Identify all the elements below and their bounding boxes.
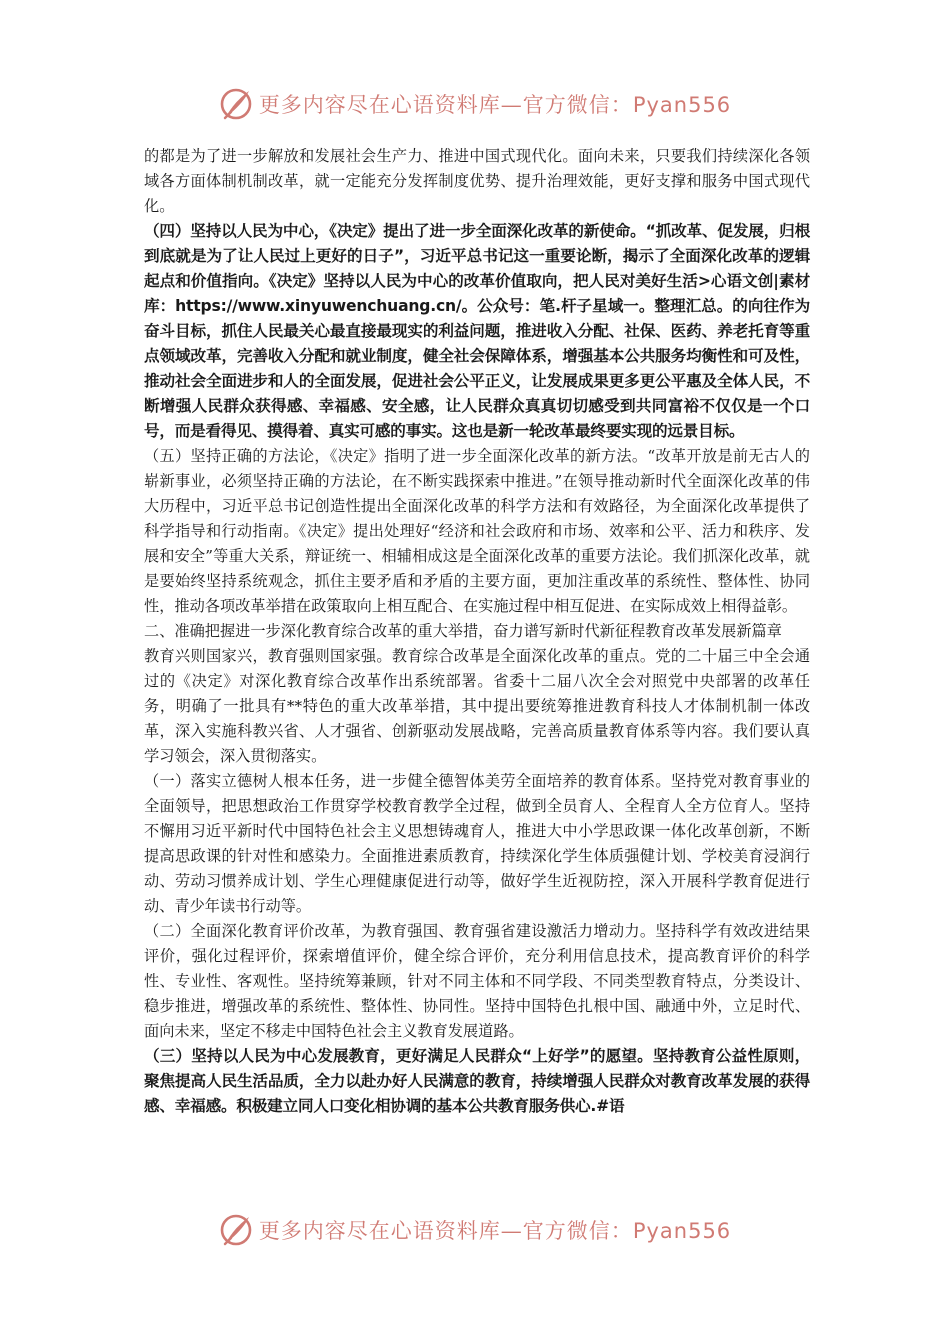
- quill-logo-icon: [219, 1213, 253, 1247]
- quill-logo-icon: [219, 87, 253, 121]
- paragraph-intro-continuation: 的都是为了进一步解放和发展社会生产力、推进中国式现代化。面向未来，只要我们持续深化各领域各方面体制机制改革，就一定能充分发挥制度优势、提升治理效能，更好支撑和服务中国式现代化。: [144, 147, 810, 215]
- section-heading-2: 二、准确把握进一步深化教育综合改革的重大举措，奋力谱写新时代新征程教育改革发展新篇章: [144, 622, 782, 640]
- footer-banner-text: 更多内容尽在心语资料库—官方微信：Pyan556: [258, 1219, 732, 1243]
- paragraph-education-2: （二）全面深化教育评价改革，为教育强国、教育强省建设激活力增动力。坚持科学有效改进结果评价，强化过程评价，探索增值评价，健全综合评价，充分利用信息技术，提高教育评价的科学性、专业性、客观性。坚持统筹兼顾，针对不同主体和不同学段、不同类型教育特点，分类设计、稳步推进，增强改革的系统性、整体性、协同性。坚持中国特色扎根中国、融通中外，立足时代、面向未来，坚定不移走中国特色社会主义教育发展道路。: [144, 922, 810, 1040]
- paragraph-education-1: （一）落实立德树人根本任务，进一步健全德智体美劳全面培养的教育体系。坚持党对教育事业的全面领导，把思想政治工作贯穿学校教育教学全过程，做到全员育人、全程育人全方位育人。坚持不懈用习近平新时代中国特色社会主义思想铸魂育人，推进大中小学思政课一体化改革创新，不断提高思政课的针对性和感染力。全面推进素质教育，持续深化学生体质强健计划、学校美育浸润行动、劳动习惯养成计划、学生心理健康促进行动等，做好学生近视防控，深入开展科学教育促进行动、青少年读书行动等。: [144, 772, 810, 915]
- footer-watermark-banner: [0, 1208, 950, 1252]
- document-body: [144, 144, 810, 1119]
- paragraph-education-intro: 教育兴则国家兴，教育强则国家强。教育综合改革是全面深化改革的重点。党的二十届三中全会通过的《决定》对深化教育综合改革作出系统部署。省委十二届八次全会对照党中央部署的改革任务，明确了一批具有**特色的重大改革举措，其中提出要统筹推进教育科技人才体制机制一体改革，深入实施科教兴省、人才强省、创新驱动发展战略，完善高质量教育体系等内容。我们要认真学习领会，深入贯彻落实。: [144, 647, 810, 765]
- header-wechat-id: Pyan556: [632, 93, 732, 117]
- paragraph-education-3: （三）坚持以人民为中心发展教育，更好满足人民群众“上好学”的愿望。坚持教育公益性原则，聚焦提高人民生活品质，全力以赴办好人民满意的教育，持续增强人民群众对教育改革发展的获得感、幸福感。积极建立同人口变化相协调的基本公共教育服务供心.#语: [144, 1047, 810, 1115]
- paragraph-section-5: （五）坚持正确的方法论，《决定》指明了进一步全面深化改革的新方法。“改革开放是前无古人的崭新事业，必须坚持正确的方法论，在不断实践探索中推进。”在领导推动新时代全面深化改革的伟大历程中，习近平总书记创造性提出全面深化改革的科学方法和有效路径，为全面深化改革提供了科学指导和行动指南。《决定》提出处理好“经济和社会政府和市场、效率和公平、活力和秩序、发展和安全”等重大关系，辩证统一、相辅相成这是全面深化改革的重要方法论。我们抓深化改革，就是要始终坚持系统观念，抓住主要矛盾和矛盾的主要方面，更加注重改革的系统性、整体性、协同性，推动各项改革举措在政策取向上相互配合、在实施过程中相互促进、在实际成效上相得益彰。: [144, 447, 810, 615]
- footer-wechat-id: Pyan556: [632, 1219, 732, 1243]
- header-watermark-banner: [0, 82, 950, 126]
- paragraph-section-4: （四）坚持以人民为中心，《决定》提出了进一步全面深化改革的新使命。“抓改革、促发展，归根到底就是为了让人民过上更好的日子”，习近平总书记这一重要论断，揭示了全面深化改革的逻辑起点和价值指向。《决定》坚持以人民为中心的改革价值取向，把人民对美好生活>心语文创|素材库：https://www.xinyuwenchuang.cn/。公众号：笔.杆子星域一。整理汇总。的向往作为奋斗目标，抓住人民最关心最直接最现实的利益问题，推进收入分配、社保、医药、养老托育等重点领域改革，完善收入分配和就业制度，健全社会保障体系，增强基本公共服务均衡性和可及性，推动社会全面进步和人的全面发展，促进社会公平正义，让发展成果更多更公平惠及全体人民，不断增强人民群众获得感、幸福感、安全感，让人民群众真真切切感受到共同富裕不仅仅是一个口号，而是看得见、摸得着、真实可感的事实。这也是新一轮改革最终要实现的远景目标。: [144, 222, 810, 440]
- header-banner-text: 更多内容尽在心语资料库—官方微信：Pyan556: [258, 93, 732, 117]
